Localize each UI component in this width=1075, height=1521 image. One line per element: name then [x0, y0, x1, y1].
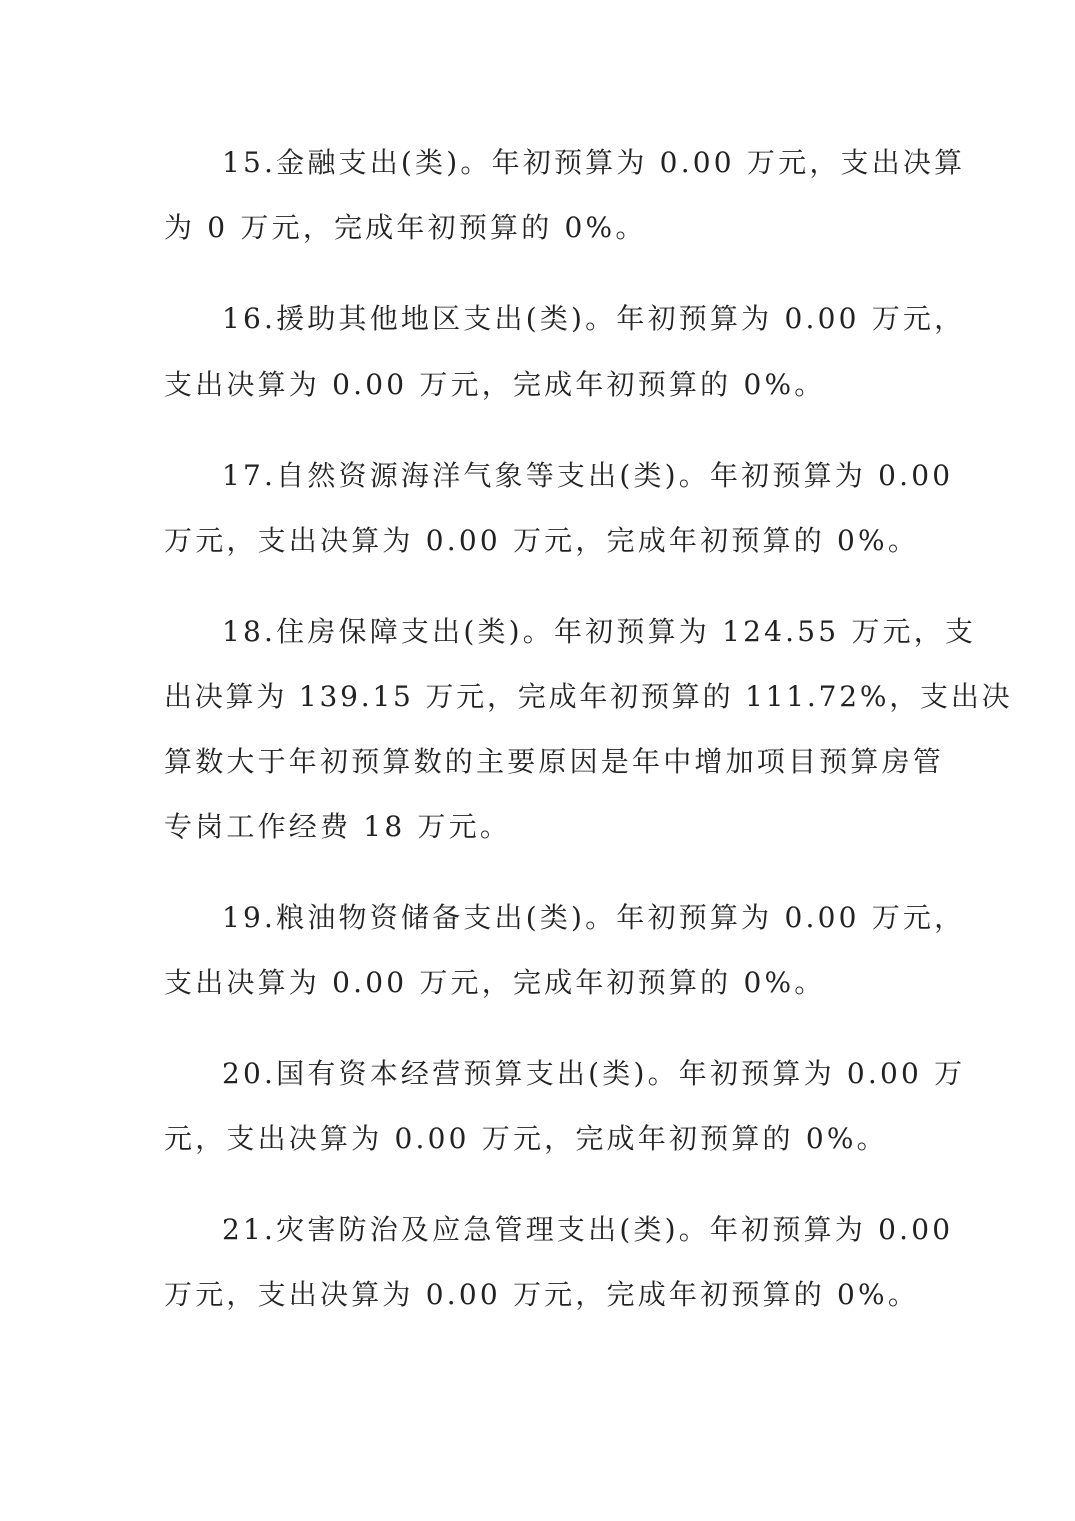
paragraph-18-line-3: 算数大于年初预算数的主要原因是年中增加项目预算房管 [164, 745, 945, 778]
paragraph-15-line-1: 15.金融支出(类)。年初预算为 0.00 万元，支出决算 [222, 146, 966, 179]
paragraph-19-line-1: 19.粮油物资储备支出(类)。年初预算为 0.00 万元， [222, 901, 966, 934]
paragraph-18-line-2: 出决算为 139.15 万元，完成年初预算的 111.72%，支出决 [164, 680, 1013, 713]
paragraph-18-line-1: 18.住房保障支出(类)。年初预算为 124.55 万元，支 [222, 615, 977, 648]
paragraph-17-line-1: 17.自然资源海洋气象等支出(类)。年初预算为 0.00 [222, 459, 954, 492]
paragraph-20-line-1: 20.国有资本经营预算支出(类)。年初预算为 0.00 万 [222, 1057, 966, 1090]
paragraph-21-line-1: 21.灾害防治及应急管理支出(类)。年初预算为 0.00 [222, 1213, 954, 1246]
paragraph-21-line-2: 万元，支出决算为 0.00 万元，完成年初预算的 0%。 [164, 1278, 920, 1311]
paragraph-16-line-2: 支出决算为 0.00 万元，完成年初预算的 0%。 [164, 368, 826, 401]
paragraph-18-line-4: 专岗工作经费 18 万元。 [164, 810, 512, 843]
paragraph-17-line-2: 万元，支出决算为 0.00 万元，完成年初预算的 0%。 [164, 524, 920, 557]
paragraph-19-line-2: 支出决算为 0.00 万元，完成年初预算的 0%。 [164, 966, 826, 999]
paragraph-20-line-2: 元，支出决算为 0.00 万元，完成年初预算的 0%。 [164, 1122, 888, 1155]
paragraph-16-line-1: 16.援助其他地区支出(类)。年初预算为 0.00 万元， [222, 302, 966, 335]
paragraph-15-line-2: 为 0 万元，完成年初预算的 0%。 [164, 211, 647, 244]
